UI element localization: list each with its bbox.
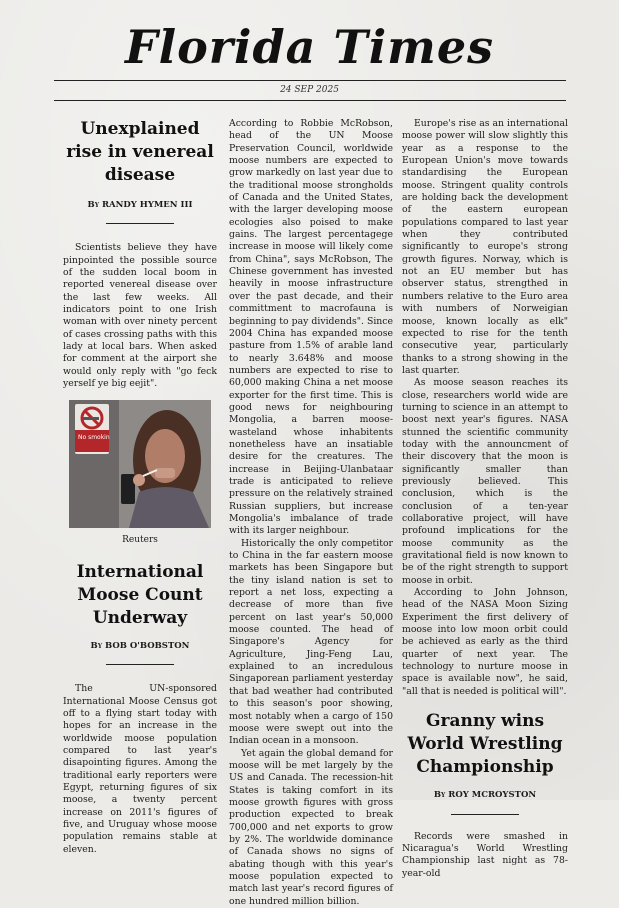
story-moose-paragraph: According to John Johnson, head of the NASA Moon Sizing Experiment the first delivery of moose into low moon orbit could be achieved as early as the third quarter of next year. The technology to nurture moose in space is available now", he said, "all that is needed is political will". [402, 587, 568, 697]
story-moose-paragraph: As moose season reaches its close, researchers world wide are turning to science in an attempt to boost next year's figures. NASA stunned the scientific community today with the announcment of their discovery that the moon is significantly smaller than previously believed. This conclusion, which is the conclusion of a ten-year collaborative project, will have profound implications for the moose community as the gravitational field is now known to be of the right strength to support moose in orbit. [402, 377, 568, 586]
story-moose-paragraph: According to Robbie McRobson, head of the UN Moose Preservation Council, worldwide moose numbers are expected to grow markedly on last year due to the traditional moose strongholds of Canada and the United States, with the larger developing moose ecologies also poised to make gains. The largest percentagege increase in moose will likely come from China", says McRobson, The Chinese government has invested heavily in moose infrastructure over the past decade, and their committment to macrofauna is beginning to pay dividends". Since 2004 China has expanded moose pasture from 1.5% of arable land to nearly 3.648% and moose numbers are expected to rise to 60,000 making China a net moose exporter for the first time. This is good news for neighbouring Mongolia, a barren moose-wasteland whose inhabitents nonetheless have an insatiable desire for the creatures. The increase in Beijing-Ulanbataar trade is anticipated to relieve pressure on the relatively strained Russian suppliers, but increase Mongolia's imbalance of trade with its larger neighbour. [229, 118, 393, 537]
story-moose-paragraph: Europe's rise as an international moose power will slow slightly this year as a response to the European Union's move towards standardising the European moose. Stringent quality controls are holding back the development of the eastern european populations compared to last year when they contributed significantly to europe's strong growth figures. Norway, which is not an EU member but has observer status, strengthed in numbers relative to the Euro area with numbers of Norweigian moose, known locally as elk" expected to rise for the tenth consecutive year, particularly thanks to a strong showing in the last quarter. [402, 118, 568, 376]
masthead-title: Florida Times [124, 20, 495, 74]
story-venereal-byline: By RANDY HYMEN III [87, 200, 193, 210]
column-3 [402, 118, 568, 879]
story-granny-headline: Granny wins World Wrestling Championship [407, 711, 563, 778]
column-1 [63, 118, 217, 855]
photo-caption: Reuters [122, 535, 158, 546]
story-venereal-body: Scientists believe they have pinpointed the possible source of the sudden local boom in reported venereal disease over the last few weeks. All indicators point to one Irish woman with over ninety percent of cases crossing paths with this lady at local bars. When asked for comment at the airport she would only reply with "go feck yerself ye big eejit". [63, 242, 217, 390]
masthead-rule-top [54, 80, 566, 81]
photo-illustration [69, 400, 211, 528]
news-photo [69, 400, 211, 528]
story-granny-byline: By ROY MCROYSTON [433, 790, 537, 801]
story-moose-paragraph: Historically the only competitor to China in the far eastern moose markets has been Singapore but the tiny island nation is set to report a net loss, expecting a decrease of more than five percent on last year's 50,000 moose counted. The head of Singapore's Agency for Agriculture, Jing-Feng Lau, explained to an incredulous Singaporean parliament yesterday that bad weather had contributed to this season's poor showing, most notably when a cargo of 150 moose were swept out into the Indian ocean in a monsoon. [229, 537, 393, 747]
story-venereal-headline: Unexplained rise in venereal disease [66, 119, 214, 185]
story-moose-paragraph: The UN-sponsored International Moose Census got off to a flying start today with hopes for an increase in the worldwide moose population compared to last year's disapointing figures. Among the traditional early reporters were Egypt, returning figures of six moose, a twenty percent increase on 2011's figures of five, and Uruguay whose moose population remains stable at eleven. [63, 683, 217, 855]
story-granny-body: Records were smashed in Nicaragua's World Wrestling Championship last night as 78-year-old [402, 830, 568, 879]
no-smoking-sign-text: No smokin [78, 434, 110, 442]
issue-date: 24 SEP 2025 [280, 85, 339, 95]
column-2 [229, 118, 393, 907]
story-moose-byline: By BOB O'BOBSTON [90, 640, 190, 651]
masthead-rule-bottom [54, 100, 566, 101]
story-moose-paragraph: Yet again the global demand for moose will be met largely by the US and Canada. The recession-hit States is taking comfort in its moose growth figures with gross production expected to break 700,000 and net exports to grow by 2%. The worldwide dominance of Canada shows no signs of abating though with this year's moose population expected to match last year's record figures of one hundred million billion. [229, 747, 393, 907]
story-moose-headline: International Moose Count Underway [76, 561, 204, 628]
